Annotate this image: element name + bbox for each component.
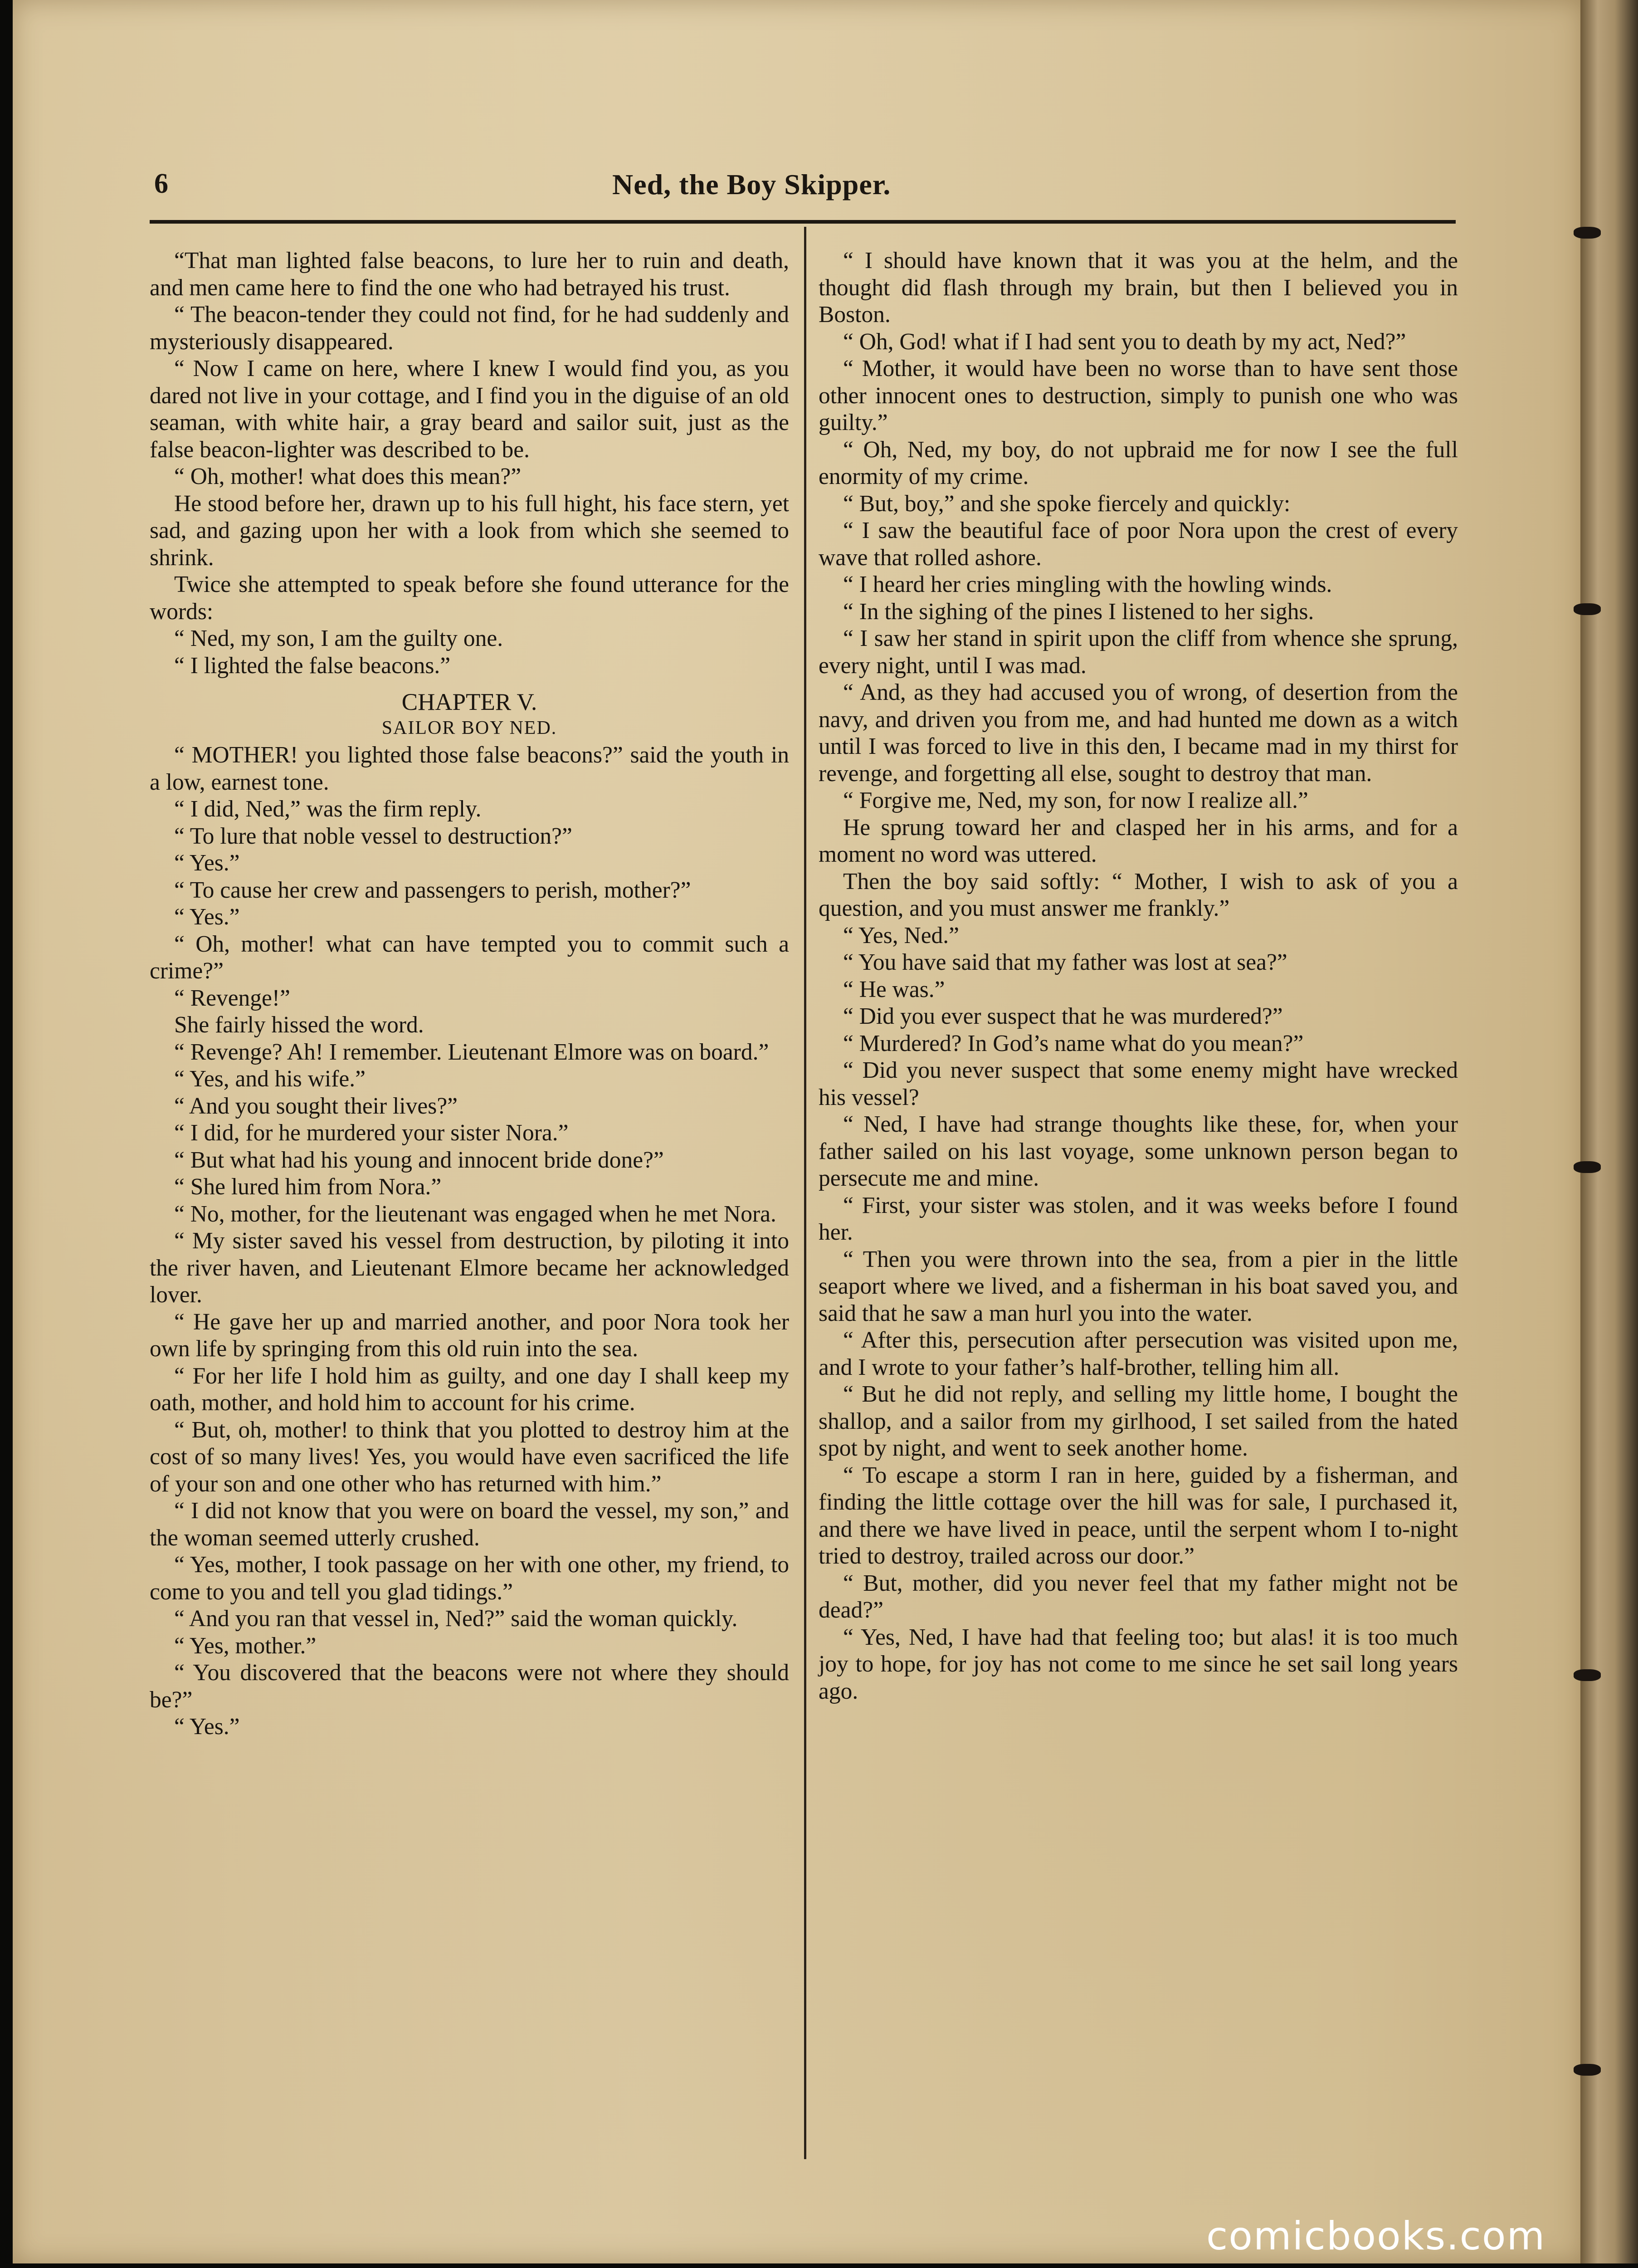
- paragraph: “ I did not know that you were on board the vessel, my son,” and the woman seemed utterly crushed.: [150, 1498, 789, 1551]
- paragraph: “ In the sighing of the pines I listened to her sighs.: [843, 598, 1314, 625]
- paragraph: “ Yes, Ned, I have had that feeling too; but alas! it is too much joy to hope, for joy has not come to me since he set sail long years ago.: [819, 1624, 1458, 1704]
- paragraph: “ The beacon-tender they could not find, for he had suddenly and mysteriously disappeared.: [150, 302, 789, 355]
- paragraph: “ I should have known that it was you at the helm, and the thought did flash through my brain, but then I believed you in Boston.: [819, 248, 1458, 327]
- column-divider: [804, 227, 806, 2159]
- staple: [1574, 227, 1601, 239]
- paragraph: “ Yes.”: [174, 904, 240, 930]
- paragraph: “That man lighted false beacons, to lure her to ruin and death, and men came here to find the one who had betrayed his trust.: [150, 248, 789, 301]
- paragraph: “ Yes, Ned.”: [843, 922, 960, 948]
- paragraph: “ I lighted the false beacons.”: [174, 652, 451, 679]
- paragraph: “ To lure that noble vessel to destruction?”: [174, 823, 572, 849]
- chapter-subtitle: SAILOR BOY NED.: [381, 718, 557, 738]
- paragraph: “ And you ran that vessel in, Ned?” said the woman quickly.: [174, 1606, 738, 1632]
- right-paragraphs: [819, 247, 1458, 1705]
- header-rule: [150, 220, 1456, 224]
- staple: [1574, 1669, 1601, 1681]
- paragraph: “ Revenge!”: [174, 985, 290, 1011]
- paragraph: “ I saw her stand in spirit upon the cliff from whence she sprung, every night, until I was mad.: [819, 626, 1458, 679]
- paragraph: “ Oh, mother! what can have tempted you to commit such a crime?”: [150, 931, 789, 984]
- right-column: [819, 247, 1458, 1705]
- paragraph: “ He gave her up and married another, and poor Nora took her own life by springing from this old ruin into the sea.: [150, 1309, 789, 1362]
- paragraph: “ I heard her cries mingling with the howling winds.: [843, 572, 1332, 597]
- paragraph: “ You have said that my father was lost at sea?”: [843, 949, 1287, 975]
- paragraph: “ After this, persecution after persecution was visited upon me, and I wrote to your father’s half-brother, telling him all.: [819, 1327, 1458, 1380]
- paragraph: “ And, as they had accused you of wrong, of desertion from the navy, and driven you from me, and had hunted me down as a witch until I was forced to live in this den, I became mad in my thirst for revenge, and forgetting all else, sought to destroy that man.: [819, 679, 1458, 787]
- paragraph: “ Revenge? Ah! I remember. Lieutenant Elmore was on board.”: [174, 1039, 769, 1065]
- paragraph: “ Yes, and his wife.”: [174, 1066, 366, 1092]
- page-header: [154, 168, 1456, 209]
- paragraph: “ I did, for he murdered your sister Nora.”: [174, 1120, 569, 1146]
- paragraph: “ My sister saved his vessel from destruction, by piloting it into the river haven, and Lieutenant Elmore became her acknowledged lover.: [150, 1228, 789, 1308]
- left-column: [150, 247, 789, 1740]
- paragraph: “ Oh, Ned, my boy, do not upbraid me for now I see the full enormity of my crime.: [819, 436, 1458, 489]
- staple: [1574, 1161, 1601, 1173]
- paragraph: “ Ned, my son, I am the guilty one.: [174, 626, 503, 651]
- paragraph: He stood before her, drawn up to his full hight, his face stern, yet sad, and gazing upon her with a look from which she seemed to shrink.: [150, 490, 789, 571]
- paragraph: “ Did you never suspect that some enemy might have wrecked his vessel?: [819, 1057, 1458, 1110]
- paragraph: “ But, mother, did you never feel that my father might not be dead?”: [819, 1570, 1458, 1623]
- paragraph: “ And you sought their lives?”: [174, 1093, 458, 1119]
- paragraph: “ Oh, God! what if I had sent you to death by my act, Ned?”: [843, 328, 1406, 355]
- paragraph: “ But what had his young and innocent bride done?”: [174, 1147, 664, 1173]
- paragraph: “ Ned, I have had strange thoughts like these, for, when your father sailed on his last voyage, some unknown person began to persecute me and mine.: [819, 1111, 1458, 1191]
- paragraph: “ Yes.”: [174, 1714, 240, 1740]
- paragraph: “ Oh, mother! what does this mean?”: [174, 464, 522, 489]
- paragraph: “ I saw the beautiful face of poor Nora upon the crest of every wave that rolled ashore.: [819, 518, 1458, 571]
- paragraph: “ But, oh, mother! to think that you plotted to destroy him at the cost of so many lives! Yes, you would have even sacrificed the life of your son and one other who has returned with him.”: [150, 1417, 789, 1497]
- paragraph: “ Mother, it would have been no worse than to have sent those other innocent ones to destruction, simply to punish one who was guilty.”: [819, 356, 1458, 435]
- paragraph: She fairly hissed the word.: [174, 1012, 424, 1038]
- watermark: comicbooks.com: [1206, 2214, 1546, 2259]
- paragraph: He sprung toward her and clasped her in his arms, and for a moment no word was uttered.: [819, 814, 1458, 867]
- running-head: Ned, the Boy Skipper.: [612, 168, 891, 200]
- paragraph: “ Yes, mother.”: [174, 1633, 317, 1659]
- paragraph: Then the boy said softly: “ Mother, I wish to ask of you a question, and you must answer me frankly.”: [819, 868, 1458, 921]
- paragraph: “ I did, Ned,” was the firm reply.: [174, 796, 482, 822]
- paragraph: “ She lured him from Nora.”: [174, 1174, 442, 1200]
- paragraph: “ Now I came on here, where I knew I would find you, as you dared not live in your cottage, and I find you in the diguise of an old seaman, with white hair, a gray beard and sailor suit, just as the false beacon-lighter was described to be.: [150, 356, 789, 463]
- staple: [1574, 603, 1601, 615]
- paragraph: “ For her life I hold him as guilty, and one day I shall keep my oath, mother, and hold him to account for his crime.: [150, 1363, 789, 1416]
- paragraph: “ Forgive me, Ned, my son, for now I realize all.”: [843, 787, 1308, 813]
- left-paragraphs-after-chapter: [150, 742, 789, 1740]
- left-paragraphs-before-chapter: [150, 247, 789, 679]
- paragraph: “ Yes, mother, I took passage on her with one other, my friend, to come to you and tell you glad tidings.”: [150, 1552, 789, 1605]
- paragraph: Twice she attempted to speak before she found utterance for the words:: [150, 572, 789, 625]
- paragraph: “ You discovered that the beacons were not where they should be?”: [150, 1660, 789, 1713]
- paragraph: “ But, boy,” and she spoke fiercely and quickly:: [843, 490, 1291, 517]
- paragraph: “ But he did not reply, and selling my little home, I bought the shallop, and a sailor from my girlhood, I set sailed from the hated spot by night, and went to seek another home.: [819, 1381, 1458, 1461]
- paragraph: “ First, your sister was stolen, and it was weeks before I found her.: [819, 1192, 1458, 1245]
- staple: [1574, 2064, 1601, 2076]
- paragraph: “ To cause her crew and passengers to perish, mother?”: [174, 877, 691, 903]
- paragraph: “ Yes.”: [174, 850, 240, 876]
- paragraph: “ Murdered? In God’s name what do you mean?”: [843, 1030, 1304, 1056]
- paragraph: “ No, mother, for the lieutenant was engaged when he met Nora.: [174, 1201, 776, 1227]
- page-number: 6: [154, 168, 168, 199]
- paragraph: “ Did you ever suspect that he was murdered?”: [843, 1003, 1283, 1029]
- paragraph: “ MOTHER! you lighted those false beacons?” said the youth in a low, earnest tone.: [150, 742, 789, 795]
- binding-spine: [1580, 0, 1638, 2263]
- paragraph: “ Then you were thrown into the sea, from a pier in the little seaport where we lived, and a fisherman in his boat saved you, and said that he saw a man hurl you into the water.: [819, 1246, 1458, 1326]
- paragraph: “ He was.”: [843, 976, 945, 1002]
- chapter-title: CHAPTER V.: [401, 689, 537, 715]
- paragraph: “ To escape a storm I ran in here, guided by a fisherman, and finding the little cottage over the hill was for sale, I purchased it, and there we have lived in peace, until the serpent whom I to-night tried to destroy, trailed across our door.”: [819, 1462, 1458, 1569]
